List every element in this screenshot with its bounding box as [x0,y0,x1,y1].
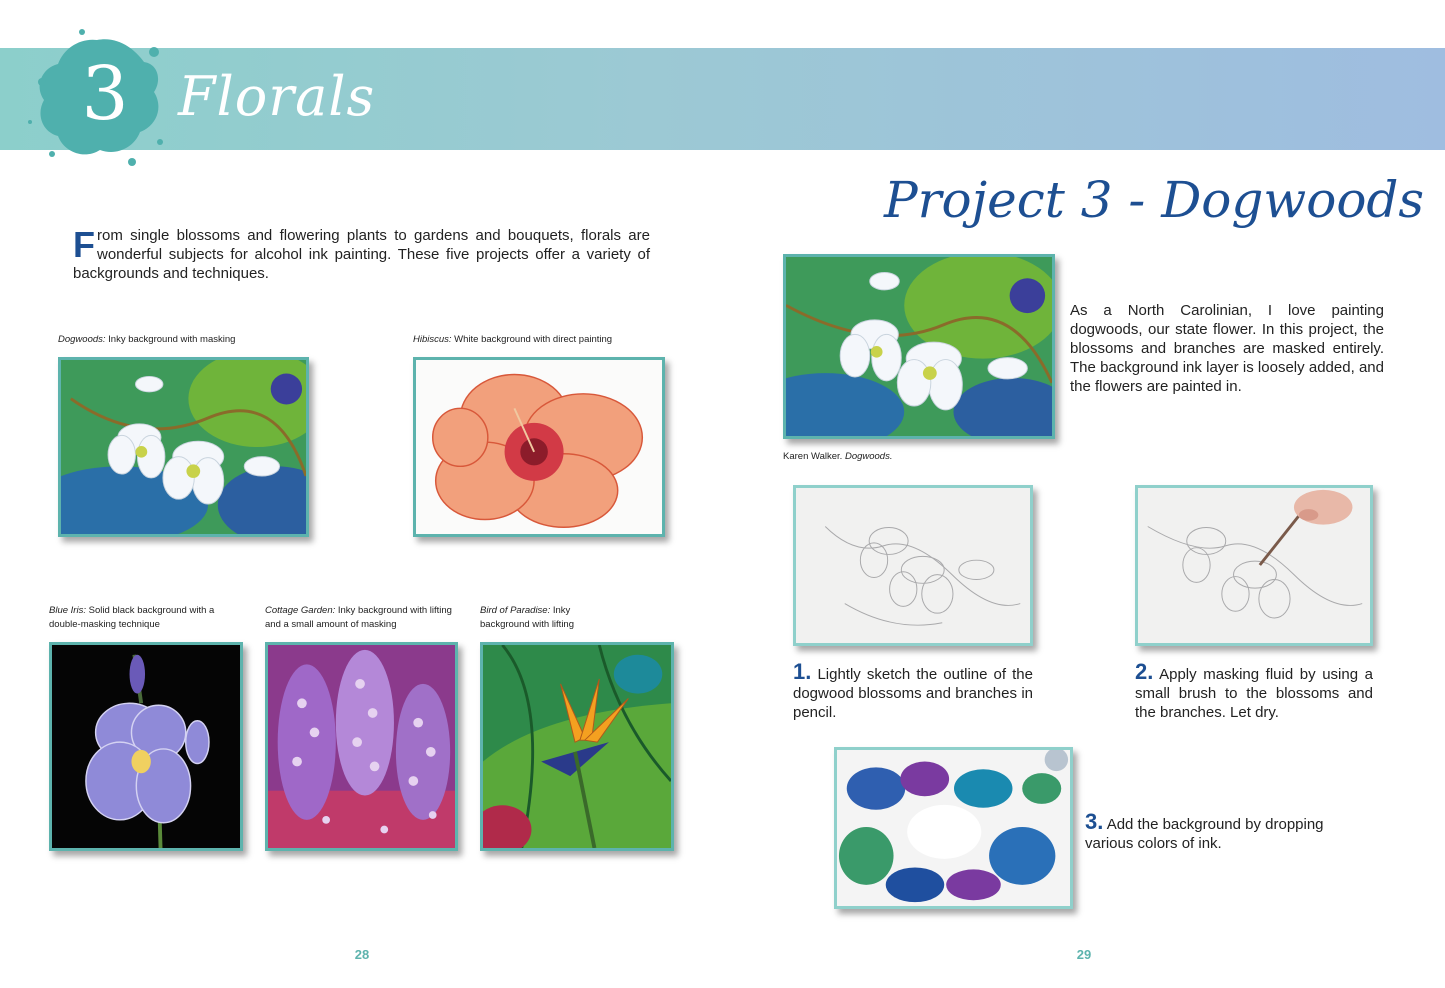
caption-bird-of-paradise: Bird of Paradise: Inky background with lifting [480,605,574,630]
step-1-text: 1. Lightly sketch the outline of the dogwood blossoms and branches in pencil. [793,659,1033,721]
step-2-masking-photo [1135,485,1373,646]
intro-text: rom single blossoms and flowering plants to gardens and bouquets, florals are wonderful subjects for alcohol ink painting. These five projects offer a variety of backgrounds and techniques. [73,227,650,282]
step-1-sketch-photo [793,485,1033,646]
hibiscus-painting [413,357,665,537]
cottage-garden-painting [265,642,458,851]
drop-cap: F [73,224,95,265]
chapter-number: 3 [81,51,129,137]
intro-paragraph [73,226,650,283]
step-3-text: 3. Add the background by dropping various colors of ink. [1085,809,1324,852]
step-2-text: 2. Apply masking fluid by using a small brush to the blossoms and the branches. Let dry. [1135,659,1373,721]
painting-credit: Karen Walker. Dogwoods. [783,451,893,462]
caption-dogwoods: Dogwoods: Inky background with masking [58,334,236,345]
project-title: Project 3 - Dogwoods [884,171,1425,229]
dogwoods-finished-painting [783,254,1055,439]
page-number-right: 29 [1076,947,1092,962]
caption-blue-iris: Blue Iris: Solid black background with a double-masking technique [49,605,215,630]
caption-cottage-garden: Cottage Garden: Inky background with lifting and a small amount of masking [265,605,452,630]
dogwoods-painting [58,357,309,537]
chapter-title: Florals [178,65,376,128]
project-description: As a North Carolinian, I love painting dogwoods, our state flower. In this project, the blossoms and branches are masked entirely. The background ink layer is loosely added, and the flowers are painted in. [1070,302,1384,395]
caption-hibiscus: Hibiscus: White background with direct painting [413,334,613,345]
blue-iris-painting [49,642,243,851]
bird-of-paradise-painting [480,642,674,851]
page-number-left: 28 [354,947,370,962]
step-3-background-photo [834,747,1073,909]
